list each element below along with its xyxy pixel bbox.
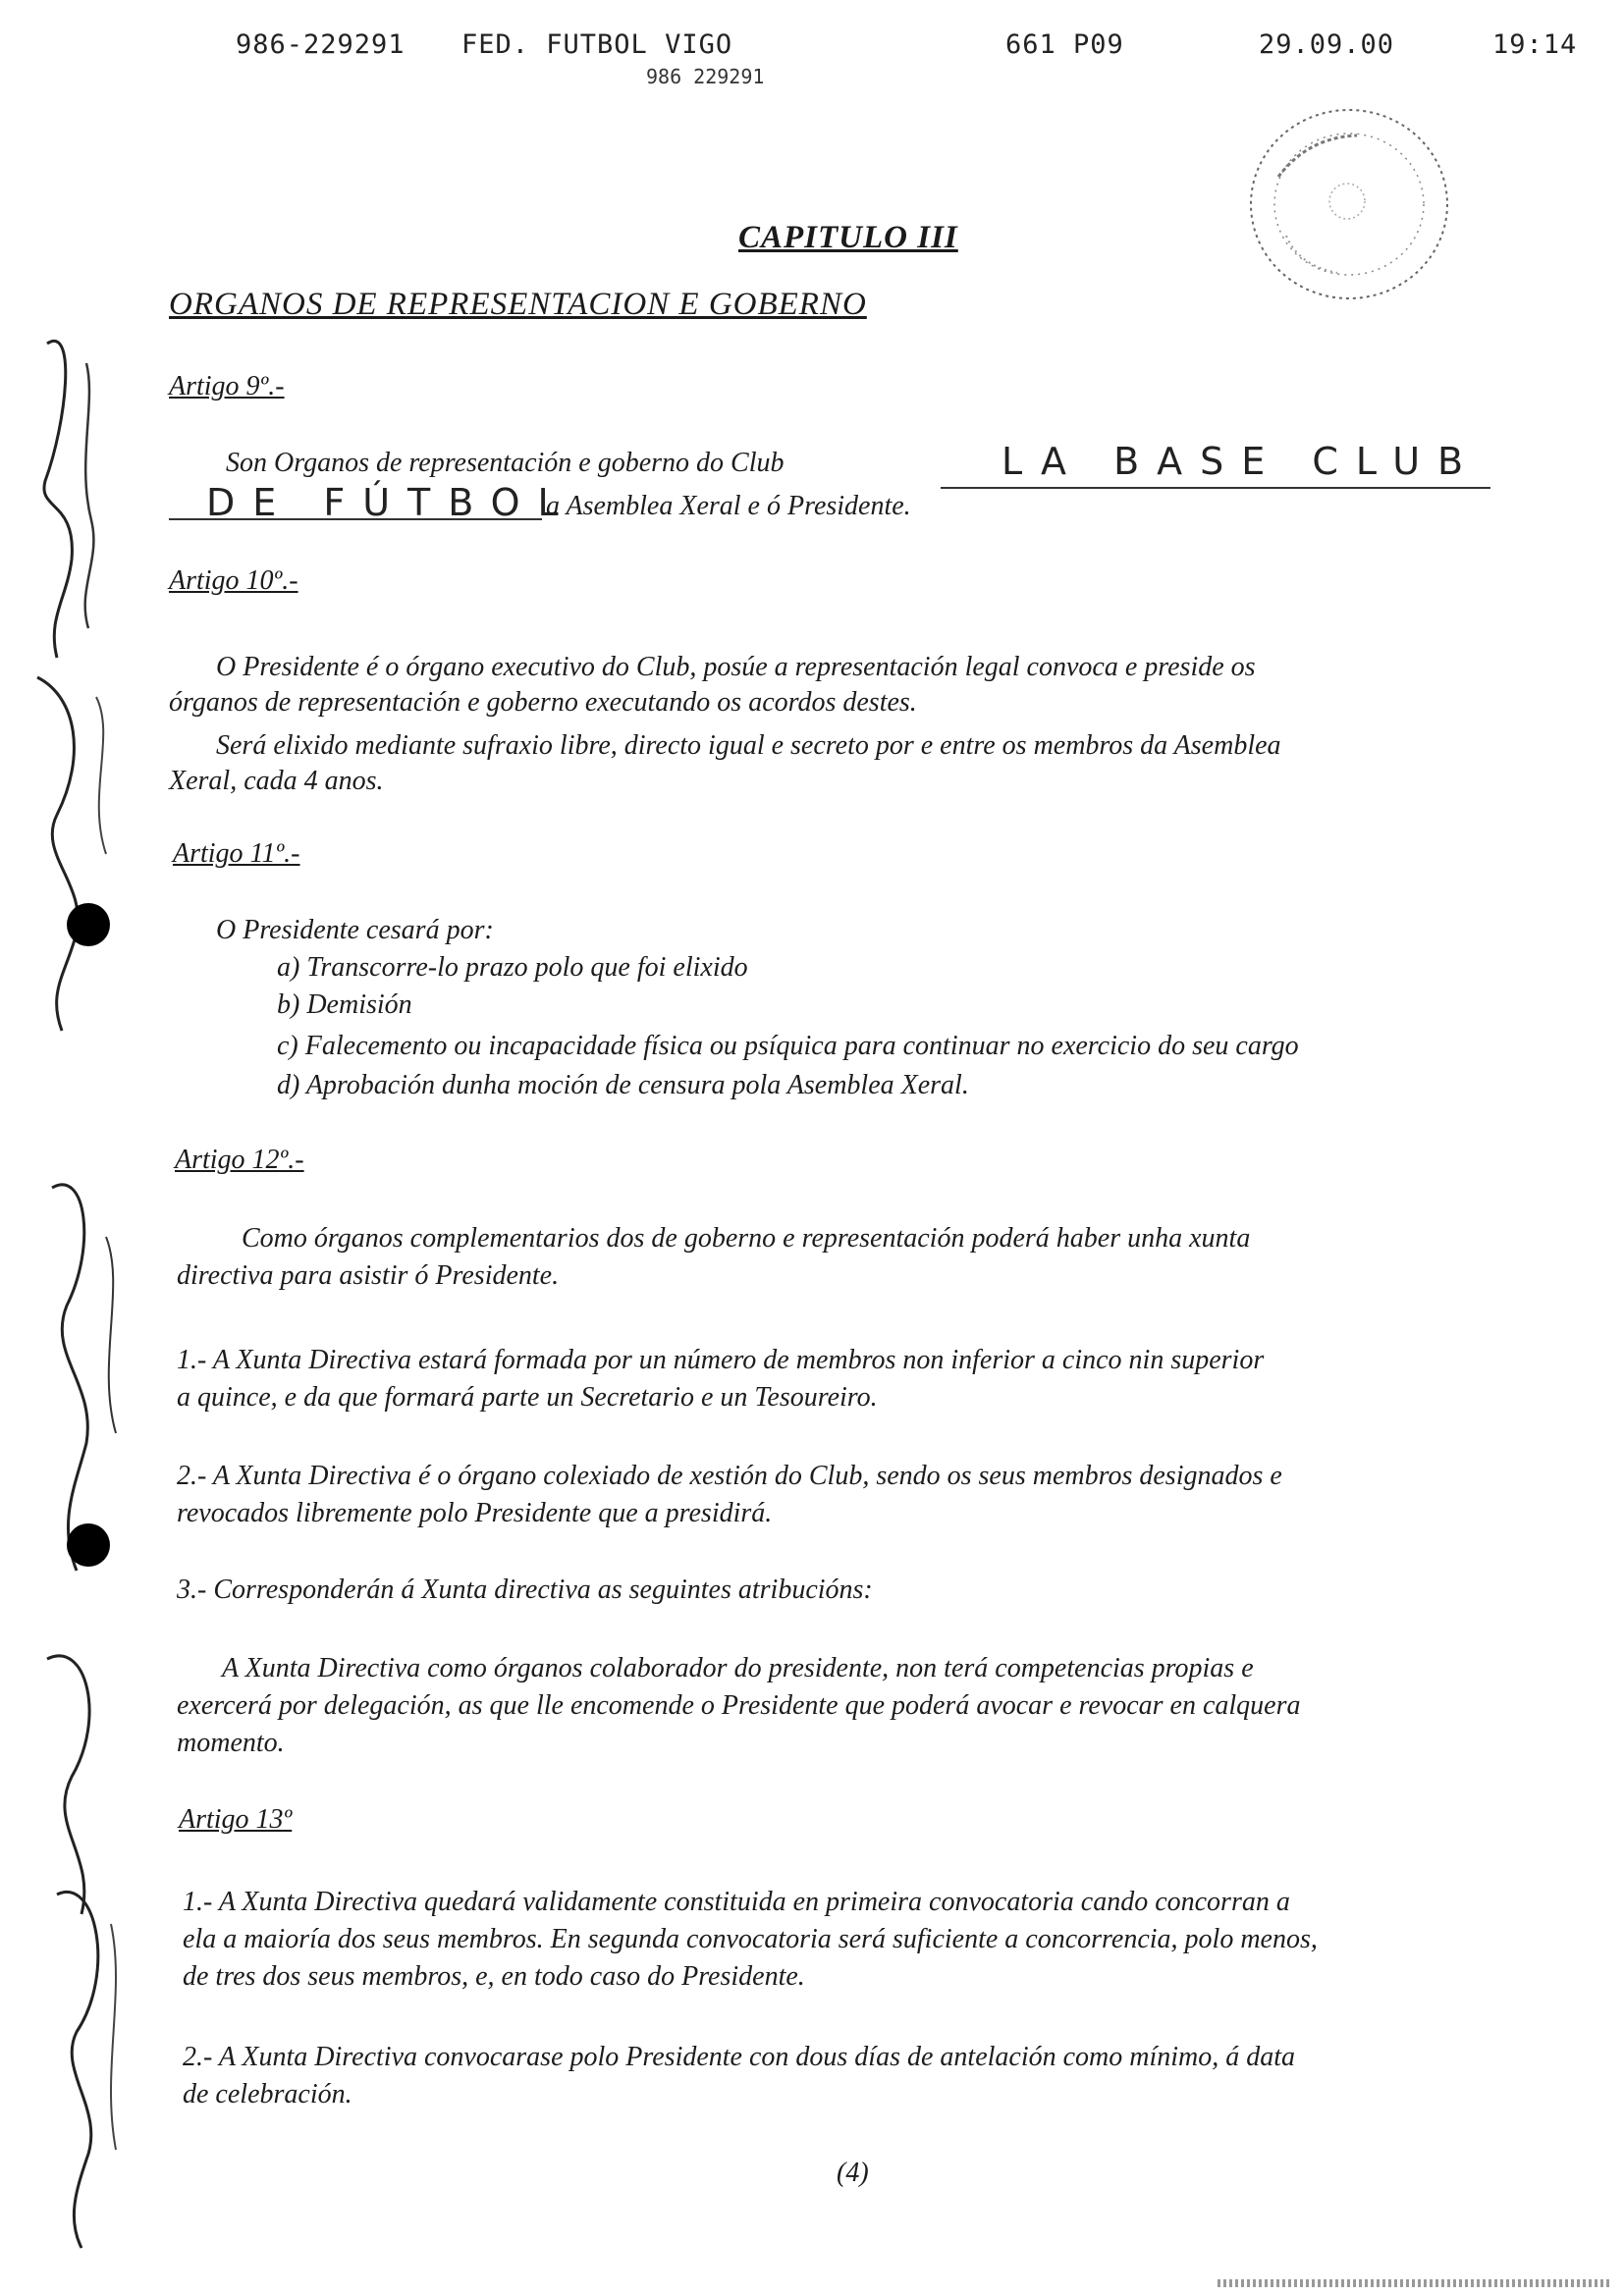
fax-scan-noise [1218,2279,1610,2287]
fax-pages: 661 P09 [1005,29,1124,60]
article-13-heading: Artigo 13º [179,1804,293,1835]
article-10-line: Será elixido mediante sufraxio libre, directo igual e secreto por e entre os membros da Asemblea [216,730,1281,761]
article-9-heading: Artigo 9º.- [169,371,285,401]
article-10-heading: Artigo 10º.- [169,565,298,596]
club-name-handwritten-2: DE FÚTBOL [206,481,576,524]
article-11-heading: Artigo 11º.- [173,838,300,869]
article-10-line: Xeral, cada 4 anos. [169,766,384,796]
chapter-title: CAPITULO III [738,220,958,255]
article-12-paragraph-2: 2.- A Xunta Directiva é o órgano colexiado de xestión do Club, sendo os seus membros designados e [177,1461,1282,1491]
fax-date: 29.09.00 [1259,29,1395,60]
article-13-paragraph-1: 1.- A Xunta Directiva quedará validamente constituida en primeira convocatoria cando concorran a [183,1887,1290,1917]
article-11-item: d) Aprobación dunha moción de censura pola Asemblea Xeral. [277,1070,969,1100]
article-9-line-1: Son Organos de representación e goberno do Club [226,448,785,478]
article-13-paragraph-2: de celebración. [183,2079,352,2109]
article-11-intro: O Presidente cesará por: [216,915,494,945]
article-10-line: órganos de representación e goberno executando os acordos destes. [169,687,917,718]
fax-number: 986-229291 [236,29,406,60]
club-name-line [941,487,1490,489]
article-13-paragraph-2: 2.- A Xunta Directiva convocarase polo Presidente con dous días de antelación como mínimo, á data [183,2042,1296,2072]
article-11-item: c) Falecemento ou incapacidade física ou psíquica para continuar no exercicio do seu cargo [277,1031,1299,1061]
article-11-item: a) Transcorre-lo prazo polo que foi elixido [277,952,748,983]
page-number: (4) [837,2158,869,2188]
article-12-intro: Como órganos complementarios dos de goberno e representación poderá haber unha xunta [242,1223,1251,1254]
fax-time: 19:14 [1492,29,1578,60]
article-12-heading: Artigo 12º.- [175,1145,304,1175]
article-11-item: b) Demisión [277,989,412,1020]
club-name-handwritten-1: LA BASE CLUB [1001,440,1482,483]
article-9-line-2: a Asemblea Xeral e ó Presidente. [546,491,911,521]
fax-sub-number: 986 229291 [646,65,765,88]
article-12-paragraph-2: revocados libremente polo Presidente que a presidirá. [177,1498,773,1528]
article-13-paragraph-1: de tres dos seus membros, e, en todo caso do Presidente. [183,1961,805,1992]
article-10-line: O Presidente é o órgano executivo do Club, posúe a representación legal convoca e preside os [216,652,1256,682]
article-12-paragraph-3: 3.- Corresponderán á Xunta directiva as seguintes atribucións: [177,1575,873,1605]
article-12-intro: directiva para asistir ó Presidente. [177,1260,560,1291]
article-12-paragraph-4: exercerá por delegación, as que lle encomende o Presidente que poderá avocar e revocar en calquera [177,1690,1301,1721]
article-12-paragraph-4: momento. [177,1728,285,1758]
article-12-paragraph-1: 1.- A Xunta Directiva estará formada por un número de membros non inferior a cinco nin superior [177,1345,1265,1375]
article-12-paragraph-4: A Xunta Directiva como órganos colaborador do presidente, non terá competencias propias e [222,1653,1254,1683]
article-13-paragraph-1: ela a maioría dos seus membros. En segunda convocatoria será suficiente a concorrencia, polo menos, [183,1924,1318,1954]
section-title: ORGANOS DE REPRESENTACION E GOBERNO [169,287,867,322]
article-12-paragraph-1: a quince, e da que formará parte un Secretario e un Tesoureiro. [177,1382,878,1413]
fax-sender: FED. FUTBOL VIGO [461,29,733,60]
